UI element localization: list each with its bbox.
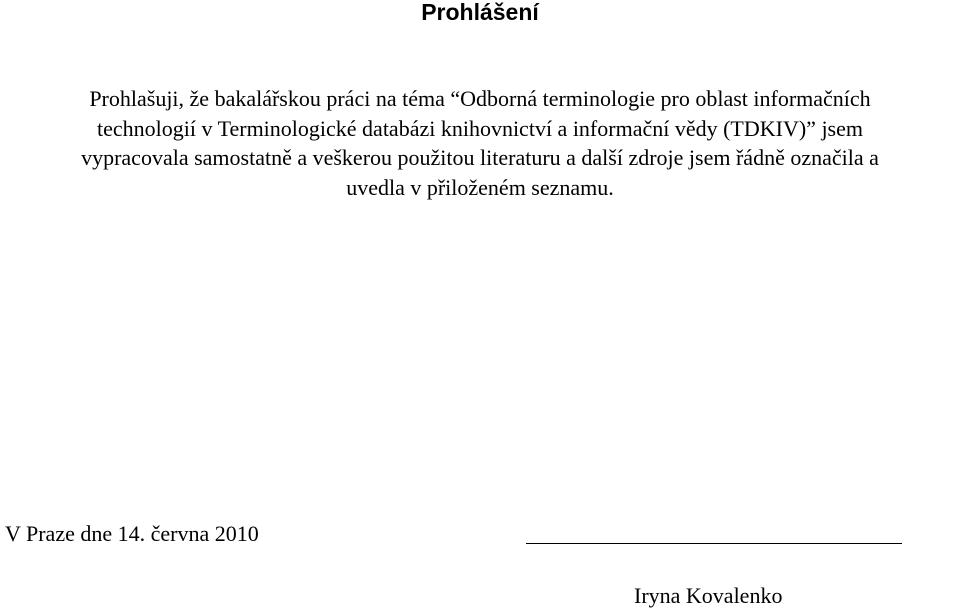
place-and-date: V Praze dne 14. června 2010 [5,521,259,546]
declaration-text [0,84,960,202]
declaration-line-1: Prohlašuji, že bakalářskou práci na téma “Odborná terminologie pro oblast informačních [89,86,871,111]
declaration-line-4: uvedla v přiloženém seznamu. [346,174,614,200]
signature-line [526,543,902,544]
signature-name: Iryna Kovalenko [634,583,783,608]
declaration-line-2: technologií v Terminologické databázi knihovnictví a informační vědy (TDKIV)” jsem [97,115,863,141]
document-title: Prohlášení [421,0,539,25]
declaration-line-3: vypracovala samostatně a veškerou použitou literaturu a další zdroje jsem řádně označila a [81,145,879,170]
